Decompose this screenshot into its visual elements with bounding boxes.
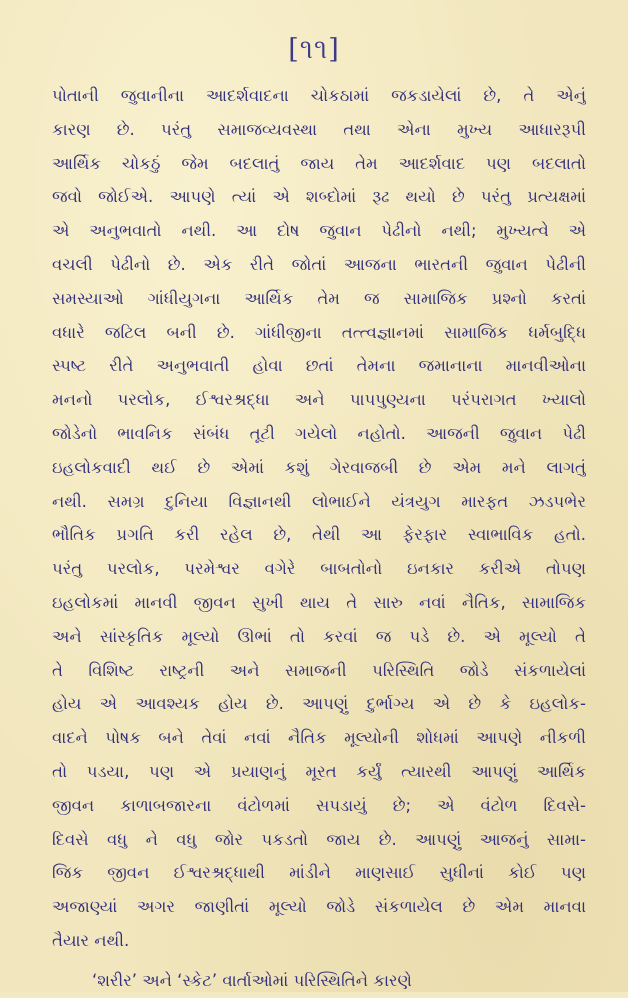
page-number: [૧૧] bbox=[288, 34, 340, 65]
text-line: સ્પષ્ટ રીતે અનુભવાતી હોવા છતાં તેમના જમાનાના માનવીઓના bbox=[52, 356, 586, 376]
text-line: વધારે જટિલ બની છે. ગાંધીજીના તત્ત્વજ્ઞાનમાં સામાજિક ધર્મબુદ્ધિ bbox=[52, 322, 586, 342]
text-line: જીવન કાળાબજારના વંટોળમાં સપડાયું છે; એ વંટોળ દિવસે- bbox=[52, 795, 586, 815]
text-line: અજાણ્યાં અગર જાણીતાં મૂલ્યો જોડે સંકળાયેલ છે એમ માનવા bbox=[52, 897, 586, 917]
paragraph-start-line: ‘શરીર’ અને ‘સ્કેટ’ વાર્તાઓમાં પરિસ્થિતિને કારણે bbox=[92, 970, 412, 990]
text-line: પરંતુ પરલોક, પરમેશ્વર વગેરે બાબતોનો ઇનકાર કરીએ તોપણ bbox=[52, 559, 586, 579]
text-line: સમસ્યાઓ ગાંધીયુગના આર્થિક તેમ જ સામાજિક પ્રશ્નો કરતાં bbox=[52, 288, 586, 308]
paragraph-end-line: તૈયાર નથી. bbox=[52, 930, 130, 950]
text-line: ઇહલોકમાં માનવી જીવન સુખી થાય તે સારુ નવાં નૈતિક, સામાજિક bbox=[52, 592, 586, 612]
text-line: જોડેનો ભાવનિક સંબંધ તૂટી ગયેલો નહોતો. આજની જુવાન પેઢી bbox=[52, 423, 586, 443]
text-line: મનનો પરલોક, ઈશ્વરશ્રદ્ધા અને પાપપુણ્યના પરંપરાગત ખ્યાલો bbox=[52, 390, 586, 410]
text-line: ભૌતિક પ્રગતિ કરી રહેલ છે, તેથી આ ફેરફાર સ્વાભાવિક હતો. bbox=[52, 525, 586, 545]
text-line: પોતાની જુવાનીના આદર્શવાદના ચોકઠામાં જકડાયેલાં છે, તે એનું bbox=[52, 86, 586, 105]
text-line: દિવસે વધુ ને વધુ જોર પકડતો જાય છે. આપણું આજનું સામા- bbox=[52, 829, 586, 849]
text-line: તે વિશિષ્ટ રાષ્ટ્રની અને સમાજની પરિસ્થિતિ જોડે સંકળાયેલાં bbox=[52, 660, 586, 680]
text-line: કારણ છે. પરંતુ સમાજવ્યવસ્થા તથા એના મુખ્ય આધારરૂપી bbox=[52, 119, 586, 139]
text-line: આર્થિક ચોકઠું જેમ બદલાતું જાય તેમ આદર્શવાદ પણ બદલાતો bbox=[52, 153, 586, 173]
text-line: ઇહલોકવાદી થઈ છે એમાં કશું ગેરવાજબી છે એમ મને લાગતું bbox=[52, 457, 586, 477]
text-line: વાદને પોષક બને તેવાં નવાં નૈતિક મૂલ્યોની શોધમાં આપણે નીકળી bbox=[52, 728, 586, 748]
text-line: હોય એ આવશ્યક હોય છે. આપણું દુર્ભાગ્ય એ છે કે ઇહલોક- bbox=[52, 694, 586, 714]
text-line: જવો જોઈએ. આપણે ત્યાં એ શબ્દોમાં રૂઢ થયો છે પરંતુ પ્રત્યક્ષમાં bbox=[52, 187, 586, 207]
text-line: તો પડયા, પણ એ પ્રયાણનું મૂરત કર્યું ત્યારથી આપણું આર્થિક bbox=[52, 761, 586, 781]
text-line: અને સાંસ્કૃતિક મૂલ્યો ઊભાં તો કરવાં જ પડે છે. એ મૂલ્યો તે bbox=[52, 626, 586, 646]
text-line: વચલી પેઢીનો છે. એક રીતે જોતાં આજના ભારતની જુવાન પેઢીની bbox=[52, 254, 586, 274]
body-text bbox=[52, 79, 586, 998]
text-line: નથી. સમગ્ર દુનિયા વિજ્ઞાનથી લોભાઈને યંત્રયુગ મારફત ઝડપભેર bbox=[52, 491, 586, 511]
text-line: જિક જીવન ઈશ્વરશ્રદ્ધાથી માંડીને માણસાઈ સુધીનાં કોઈ પણ bbox=[52, 863, 586, 883]
text-line: એ અનુભવાતો નથી. આ દોષ જુવાન પેઢીનો નથી; મુખ્યત્વે એ bbox=[52, 221, 586, 241]
